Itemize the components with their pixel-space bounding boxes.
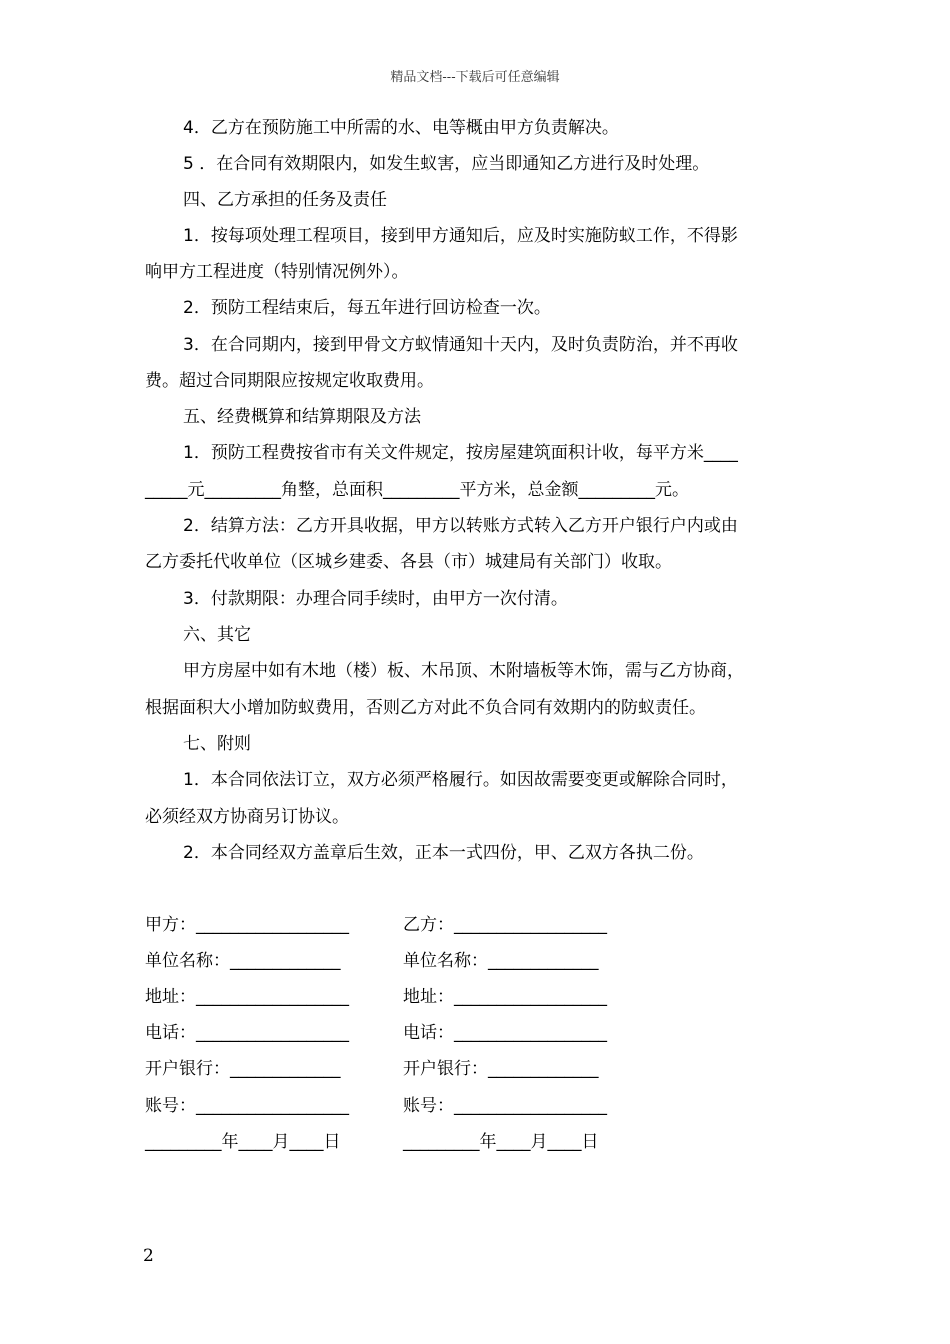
section-6-text-line-2: 根据面积大小增加防蚁费用，否则乙方对此不负合同有效期内的防蚁责任。 [145, 698, 706, 718]
page-header: 精品文档---下载后可任意编辑 [390, 70, 560, 85]
clause-7-2: 2．本合同经双方盖章后生效，正本一式四份，甲、乙双方各执二份。 [183, 843, 704, 863]
party-a-company-field: 单位名称：_____________ [145, 951, 341, 971]
clause-5-2-line-1: 2．结算方法：乙方开具收据，甲方以转账方式转入乙方开户银行户内或由 [183, 516, 738, 536]
party-a-name-field: 甲方：__________________ [145, 915, 349, 935]
clause-4-3-line-2: 费。超过合同期限应按规定收取费用。 [145, 371, 434, 391]
party-b-name-field: 乙方：__________________ [403, 915, 607, 935]
clause-7-1-line-2: 必须经双方协商另订协议。 [145, 807, 349, 827]
clause-3-5: 5 ．在合同有效期限内，如发生蚁害，应当即通知乙方进行及时处理。 [183, 154, 710, 174]
party-b-company-field: 单位名称：_____________ [403, 951, 599, 971]
clause-5-1-line-2: _____元_________角整，总面积_________平方米，总金额_________元。 [145, 480, 689, 500]
section-7-heading: 七、附则 [183, 734, 251, 754]
section-5-heading: 五、经费概算和结算期限及方法 [183, 407, 421, 427]
page-number: 2 [143, 1246, 154, 1266]
party-a-date-field: _________年____月____日 [145, 1132, 341, 1152]
clause-4-2: 2．预防工程结束后，每五年进行回访检查一次。 [183, 298, 551, 318]
party-a-phone-field: 电话：__________________ [145, 1023, 349, 1043]
section-4-heading: 四、乙方承担的任务及责任 [183, 190, 387, 210]
clause-3-4: 4．乙方在预防施工中所需的水、电等概由甲方负责解决。 [183, 118, 619, 138]
section-6-text-line-1: 甲方房屋中如有木地（楼）板、木吊顶、木附墙板等木饰，需与乙方协商， [183, 661, 744, 681]
party-a-address-field: 地址：__________________ [145, 987, 349, 1007]
section-6-heading: 六、其它 [183, 625, 251, 645]
clause-5-3: 3．付款期限：办理合同手续时，由甲方一次付清。 [183, 589, 568, 609]
party-b-date-field: _________年____月____日 [403, 1132, 599, 1152]
clause-5-2-line-2: 乙方委托代收单位（区城乡建委、各县（市）城建局有关部门）收取。 [145, 552, 672, 572]
clause-4-3-line-1: 3．在合同期内，接到甲骨文方蚁情通知十天内，及时负责防治，并不再收 [183, 335, 738, 355]
clause-4-1-line-2: 响甲方工程进度（特别情况例外）。 [145, 262, 409, 282]
party-a-account-field: 账号：__________________ [145, 1096, 349, 1116]
clause-4-1-line-1: 1．按每项处理工程项目，接到甲方通知后，应及时实施防蚁工作，不得影 [183, 226, 738, 246]
party-b-bank-field: 开户银行：_____________ [403, 1059, 599, 1079]
clause-7-1-line-1: 1．本合同依法订立，双方必须严格履行。如因故需要变更或解除合同时， [183, 770, 738, 790]
party-a-bank-field: 开户银行：_____________ [145, 1059, 341, 1079]
party-b-account-field: 账号：__________________ [403, 1096, 607, 1116]
party-b-address-field: 地址：__________________ [403, 987, 607, 1007]
party-b-phone-field: 电话：__________________ [403, 1023, 607, 1043]
clause-5-1-line-1: 1．预防工程费按省市有关文件规定，按房屋建筑面积计收，每平方米____ [183, 443, 738, 463]
